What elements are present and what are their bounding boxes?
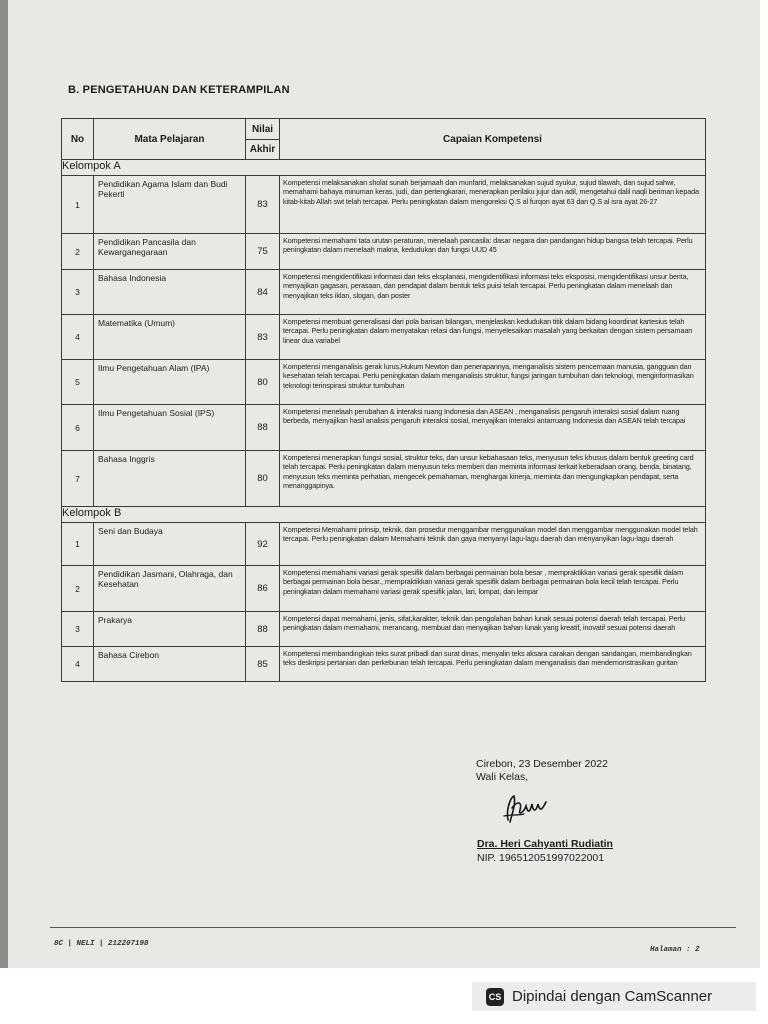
signer-nip: NIP. 196512051997022001	[477, 852, 605, 864]
table-row	[62, 647, 706, 682]
competency-description: Kompetensi menelaah perubahan & interaksi ruang Indonesia dan ASEAN , menganalisis pengaruh interaksi sosial dalam ruang berbeda, menyajikan hasil analisis pengaruh interaksi sosial, menyajikan interaksi antarruang Indonesia dan ASEAN telah tercapai	[280, 405, 706, 451]
table-row	[62, 315, 706, 360]
subject-name: Pendidikan Jasmani, Olahraga, dan Kesehatan	[94, 566, 246, 612]
grades-table	[61, 118, 706, 682]
table-row	[62, 612, 706, 647]
row-number: 6	[62, 405, 94, 451]
table-header-row	[62, 119, 706, 160]
group-row	[62, 507, 706, 523]
subject-name: Seni dan Budaya	[94, 523, 246, 566]
final-grade: 92	[246, 523, 280, 566]
final-grade: 75	[246, 234, 280, 270]
table-row	[62, 234, 706, 270]
row-number: 5	[62, 360, 94, 405]
signer-name: Dra. Heri Cahyanti Rudiatin	[477, 838, 613, 850]
competency-description: Kompetensi Memahami prinsip, teknik, dan prosedur menggambar menggunakan model dan menggambar menggunakan model telah tercapai. Perlu peningkatan dalam Memahami teknik dan gaya menyanyi lagu-lagu daerah dan menyanyikan lagu-lagu daerah	[280, 523, 706, 566]
final-grade: 80	[246, 451, 280, 507]
row-number: 1	[62, 176, 94, 234]
subject-name: Ilmu Pengetahuan Alam (IPA)	[94, 360, 246, 405]
group-label: Kelompok B	[62, 507, 706, 523]
handwritten-signature	[498, 790, 554, 828]
row-number: 2	[62, 566, 94, 612]
row-number: 3	[62, 270, 94, 315]
competency-description: Kompetensi dapat memahami, jenis, sifat,karakter, teknik dan pengolahan bahan lunak sesuai potensi daerah telah tercapai. Perlu peningkatan dalam memahami, merancang, membuat dan menyajikan bahan lunak yang kreatif, inovatif sesuai potensi daerah	[280, 612, 706, 647]
table-row	[62, 176, 706, 234]
subject-name: Prakarya	[94, 612, 246, 647]
group-row	[62, 160, 706, 176]
final-grade: 85	[246, 647, 280, 682]
table-row	[62, 405, 706, 451]
competency-description: Kompetensi membuat generalisasi dari pola barisan bilangan, menjelaskan kedudukan titik dalam bidang koordinat kartesius telah tercapai. Perlu peningkatan dalam menyatakan relasi dan fungsi, menyelesaikan masalah yang berkaitan dengan sistem persamaan linear dua variabel	[280, 315, 706, 360]
footer-page-number: Halaman : 2	[650, 946, 700, 954]
place-date: Cirebon, 23 Desember 2022	[476, 758, 608, 770]
row-number: 1	[62, 523, 94, 566]
header-no: No	[62, 119, 94, 160]
camscanner-text: Dipindai dengan CamScanner	[512, 988, 713, 1005]
camscanner-icon: CS	[486, 988, 504, 1006]
table-row	[62, 523, 706, 566]
subject-name: Pendidikan Pancasila dan Kewarganegaraan	[94, 234, 246, 270]
signature-block	[476, 758, 608, 784]
final-grade: 88	[246, 405, 280, 451]
header-nilai-akhir	[246, 119, 280, 160]
section-title: B. PENGETAHUAN DAN KETERAMPILAN	[68, 84, 290, 96]
final-grade: 86	[246, 566, 280, 612]
row-number: 2	[62, 234, 94, 270]
header-nilai-line1: Nilai	[251, 123, 274, 135]
competency-description: Kompetensi melaksanakan sholat sunah berjamaah dan munfarid, melaksanakan sujud syukur, sujud tilawah, dan sujud sahwi, memahami bahaya minuman keras, judi, dan pertengkaran, menerapkan perilaku jujur dan adil, mengetahui dalil naqli beriman kepada kitab-kitab Allah swt telah tercapai. Perlu peningkatan dalam mengoreksi Q.S al furqon ayat 63 dan Q.S al isra ayat 26-27	[280, 176, 706, 234]
group-label: Kelompok A	[62, 160, 706, 176]
subject-name: Pendidikan Agama Islam dan Budi Pekerti	[94, 176, 246, 234]
footer-student-info: 8C | NELI | 212207198	[54, 940, 149, 948]
final-grade: 80	[246, 360, 280, 405]
competency-description: Kompetensi menganalisis gerak lurus,Hukum Newton dan penerapannya, menganalisis sistem pencernaan manusia, gangguan dan kesehatan telah tercapai. Perlu peningkatan dalam menganalisis struktur, fungsi jaringan tumbuhan dan teknologi, menginformasikan teknologi terinspirasi struktur tumbuhan	[280, 360, 706, 405]
competency-description: Kompetensi memahami tata urutan peraturan, menelaah pancasila: dasar negara dan pandangan hidup bangsa telah tercapai. Perlu peningkatan dalam menelaah makna, kedudukan dan fungsi UUD 45	[280, 234, 706, 270]
final-grade: 83	[246, 176, 280, 234]
camscanner-badge	[472, 982, 756, 1011]
final-grade: 88	[246, 612, 280, 647]
table-row	[62, 451, 706, 507]
header-mata-pelajaran: Mata Pelajaran	[94, 119, 246, 160]
scan-edge	[0, 0, 8, 968]
competency-description: Kompetensi menerapkan fungsi sosial, struktur teks, dan unsur kebahasaan teks, menyusun teks khusus dalam bentuk greeting card telah tercapai. Perlu peningkatan dalam menyusun teks memberi dan meminta informasi terkait keberadaan orang, benda, binatang, menyusun teks meminta perhatian, mengecek pemahaman, menghargai kinerja, meminta dan mengungkapkan pendapat, serta menanggapinya.	[280, 451, 706, 507]
table-row	[62, 566, 706, 612]
competency-description: Kompetensi membandingkan teks surat pribadi dan surat dinas, menyalin teks aksara carakan dengan sandangan, membandingkan teks deskripsi pertanian dan perkebunan telah tercapai. Perlu peningkatan dalam menganalisis dan mendemonstrasikan guritan	[280, 647, 706, 682]
subject-name: Bahasa Cirebon	[94, 647, 246, 682]
subject-name: Bahasa Indonesia	[94, 270, 246, 315]
row-number: 7	[62, 451, 94, 507]
row-number: 4	[62, 315, 94, 360]
table-row	[62, 360, 706, 405]
subject-name: Bahasa Inggris	[94, 451, 246, 507]
row-number: 3	[62, 612, 94, 647]
signer-role: Wali Kelas,	[476, 771, 529, 783]
table-row	[62, 270, 706, 315]
subject-name: Matematika (Umum)	[94, 315, 246, 360]
footer-divider	[50, 927, 736, 928]
final-grade: 83	[246, 315, 280, 360]
competency-description: Kompetensi mengidentifikasi informasi dari teks eksplanasi, mengidentifikasi informasi teks eksposisi, mengidentifikasi unsur berita, menyajikan gagasan, perasaan, dan pendapat dalam bentuk teks puisi telah tercapai. Perlu peningkatan dalam menelaah dan menyajikan teks iklan, slogan, dan poster	[280, 270, 706, 315]
header-nilai-line2: Akhir	[246, 139, 279, 159]
header-capaian-kompetensi: Capaian Kompetensi	[280, 119, 706, 160]
subject-name: Ilmu Pengetahuan Sosial (IPS)	[94, 405, 246, 451]
row-number: 4	[62, 647, 94, 682]
competency-description: Kompetensi memahami variasi gerak spesifik dalam berbagai permainan bola besar , mempraktikkan variasi gerak spesifik dalam berbagai permainan bola besar., mempraktikkan variasi gerak spesifik dalam berbagai permainan bola kecil telah tercapai. Perlu peningkatan dalam memahami variasi gerak spesifik jalan, lari, lompat, dan lempar	[280, 566, 706, 612]
final-grade: 84	[246, 270, 280, 315]
